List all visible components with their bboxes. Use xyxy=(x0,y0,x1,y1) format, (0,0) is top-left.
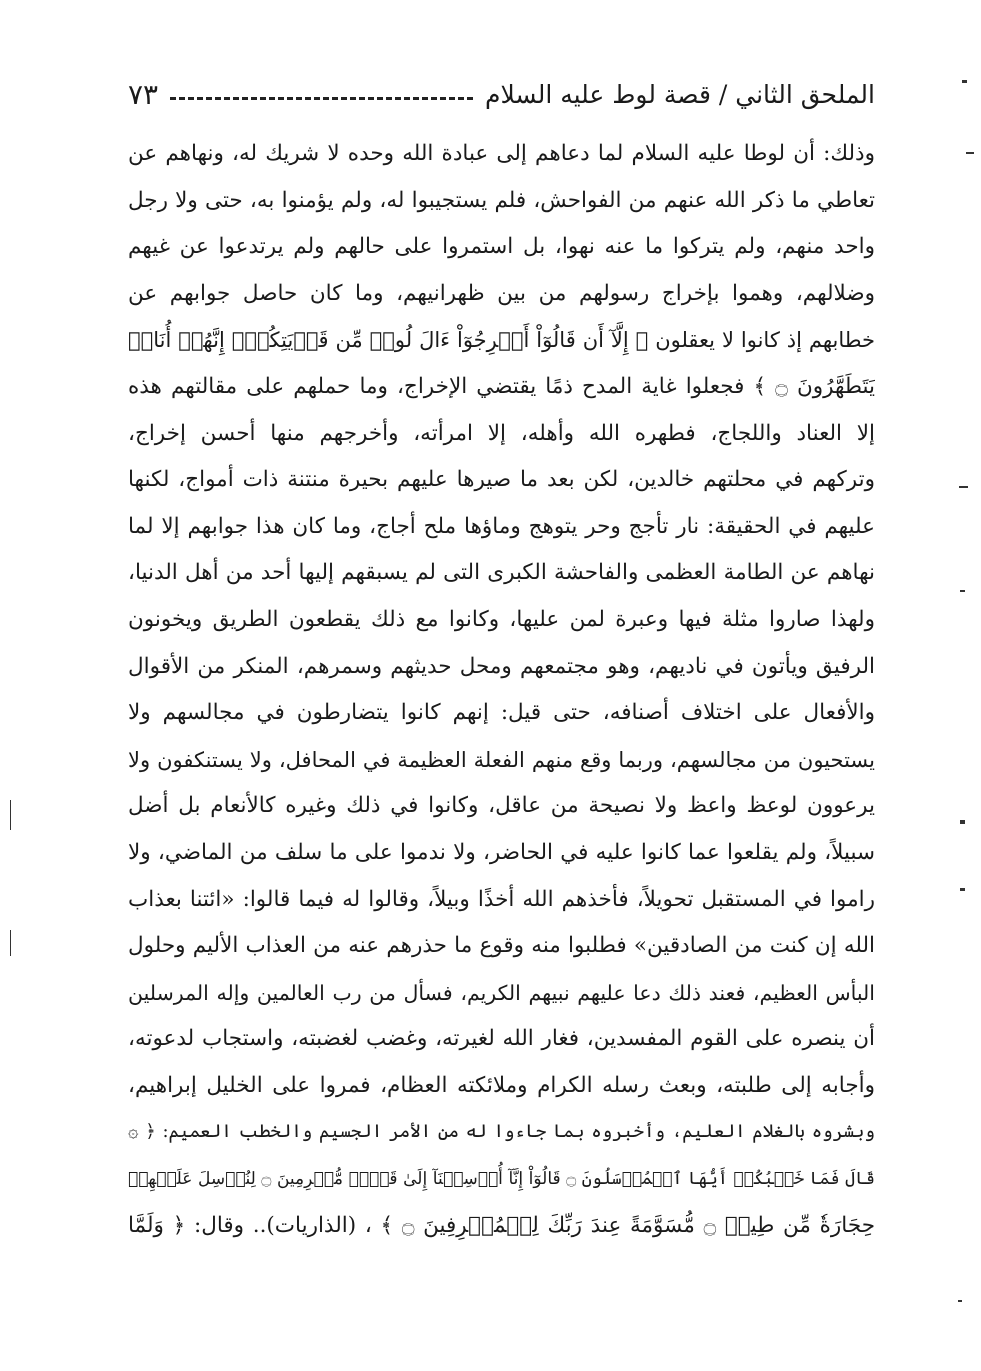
text-line: واحد منهم، ولم يتركوا ما عنه نهوا، بل استمروا على حالهم ولم يرتدعوا عن غيهم xyxy=(128,234,875,260)
text-line: الرفيق ويأتون في ناديهم، وهو مجتمعهم ومحل حديثهم وسمرهم، المنكر من الأقوال xyxy=(128,653,875,679)
scan-mark xyxy=(960,820,965,824)
running-header xyxy=(128,70,875,118)
text-line: قَالَ فَمَا خَطۡبُكُمۡ أَيُّهَا ٱلۡمُرۡسَلُونَ ۝ قَالُوٓاْ إِنَّآ أُرۡسِلۡنَآ إِلَىٰ قَوۡمٖ مُّجۡرِمِينَ ۝ لِنُرۡسِلَ عَلَيۡهِمۡ xyxy=(128,1169,875,1190)
body-text xyxy=(128,131,875,1249)
text-line: وبشروه بالغلام العليم، وأخبروه بما جاءوا له من الأمر الجسيم والخطب العميم: ﴿ ۞ xyxy=(128,1121,875,1143)
text-line: تعاطي ما ذكر الله عنهم من الفواحش، فلم يستجيبوا له، ولم يؤمنوا به، حتى ولا رجل xyxy=(128,187,875,213)
scan-mark xyxy=(10,930,11,956)
text-line: يستحيون من مجالسهم، وربما وقع منهم الفعلة العظيمة في المحافل، ولا يستنكفون ولا xyxy=(128,747,875,772)
text-line: الله إن كنت من الصادقين» فطلبوا منه وقوع ما حذرهم عنه من العذاب الأليم وحلول xyxy=(128,933,875,959)
text-line: وأجابه إلى طلبته، وبعث رسله الكرام وملائكته العظام، فمروا على الخليل إبراهيم، xyxy=(128,1072,875,1098)
scan-mark xyxy=(958,1300,962,1302)
text-line: يرعوون لوعظ واعظ ولا نصيحة من عاقل، وكانوا في ذلك وغيره كالأنعام بل أضل xyxy=(128,793,875,819)
text-line: ولهذا صاروا مثلة فيها وعبرة لمن عليها، وكانوا مع ذلك يقطعون الطريق ويخونون xyxy=(128,606,875,632)
text-line: نهاهم عن الطامة العظمى والفاحشة الكبرى التى لم يسبقهم إليها أحد من أهل الدنيا، xyxy=(128,560,875,586)
text-line: عليهم في الحقيقة: نار تأجج وحر يتوهج وماؤها ملح أجاج، وما كان هذا جوابهم إلا لما xyxy=(128,513,875,539)
page-number: ٧٣ xyxy=(128,77,159,111)
header-leader-dashes xyxy=(170,97,473,100)
text-line: يَتَطَهَّرُونَ ۝ ﴾ فجعلوا غاية المدح ذمًا يقتضي الإخراج، وما حملهم على مقالتهم هذه xyxy=(128,373,875,399)
text-line: والأفعال على اختلاف أصنافه، حتى قيل: إنهم كانوا يتضارطون في مجالسهم ولا xyxy=(128,700,875,726)
text-line: أن ينصره على القوم المفسدين، فغار الله لغيرته، وغضب لغضبته، واستجاب لدعوته، xyxy=(128,1026,875,1052)
text-line: وتركهم في محلتهم خالدين، لكن بعد ما صيرها عليهم بحيرة منتنة ذات أمواج، لكنها xyxy=(128,467,875,493)
text-line: وذلك: أن لوطا عليه السلام لما دعاهم إلى عبادة الله وحده لا شريك له، ونهاهم عن xyxy=(128,141,875,166)
scan-mark xyxy=(960,590,965,592)
text-line: وضلالهم، وهموا بإخراج رسولهم من بين ظهرانيهم، وما كان حاصل جوابهم عن xyxy=(128,280,875,306)
text-line: سبيلاً، ولم يقلعوا عما كانوا عليه في الحاضر، ولا ندموا على ما سلف من الماضي، ولا xyxy=(128,839,875,865)
scan-mark xyxy=(960,888,965,891)
text-line: البأس العظيم، فعند ذلك دعا عليهم نبيهم الكريم، فسأل من رب العالمين وإله المرسلين xyxy=(128,980,875,1005)
chapter-title: الملحق الثاني / قصة لوط عليه السلام xyxy=(485,79,875,109)
scan-mark xyxy=(10,800,11,830)
text-line: خطابهم إذ كانوا لا يعقلون ﴿ إِلَّآ أَن قَالُوٓاْ أَخۡرِجُوٓاْ ءَالَ لُوطٖ مِّن قَرۡيَتِكُمۡۖ إِنَّهُمۡ أُنَاسٞ xyxy=(128,328,875,353)
text-line: راموا في المستقبل تحويلاً، فأخذهم الله أخذًا وبيلاً، وقالوا له فيما قالوا: «ائتنا بعذاب xyxy=(128,886,875,912)
text-line: حِجَارَةٗ مِّن طِينٖ ۝ مُّسَوَّمَةً عِندَ رَبِّكَ لِلۡمُسۡرِفِينَ ۝ ﴾ ، (الذاريات).. وقال: ﴿ وَلَمَّا xyxy=(128,1212,875,1238)
scan-mark xyxy=(959,486,968,488)
scan-mark xyxy=(962,80,967,83)
text-line: إلا العناد واللجاج، فطهره الله وأهله، إلا امرأته، وأخرجهم منها أحسن إخراج، xyxy=(128,420,875,446)
scan-mark xyxy=(966,152,974,154)
